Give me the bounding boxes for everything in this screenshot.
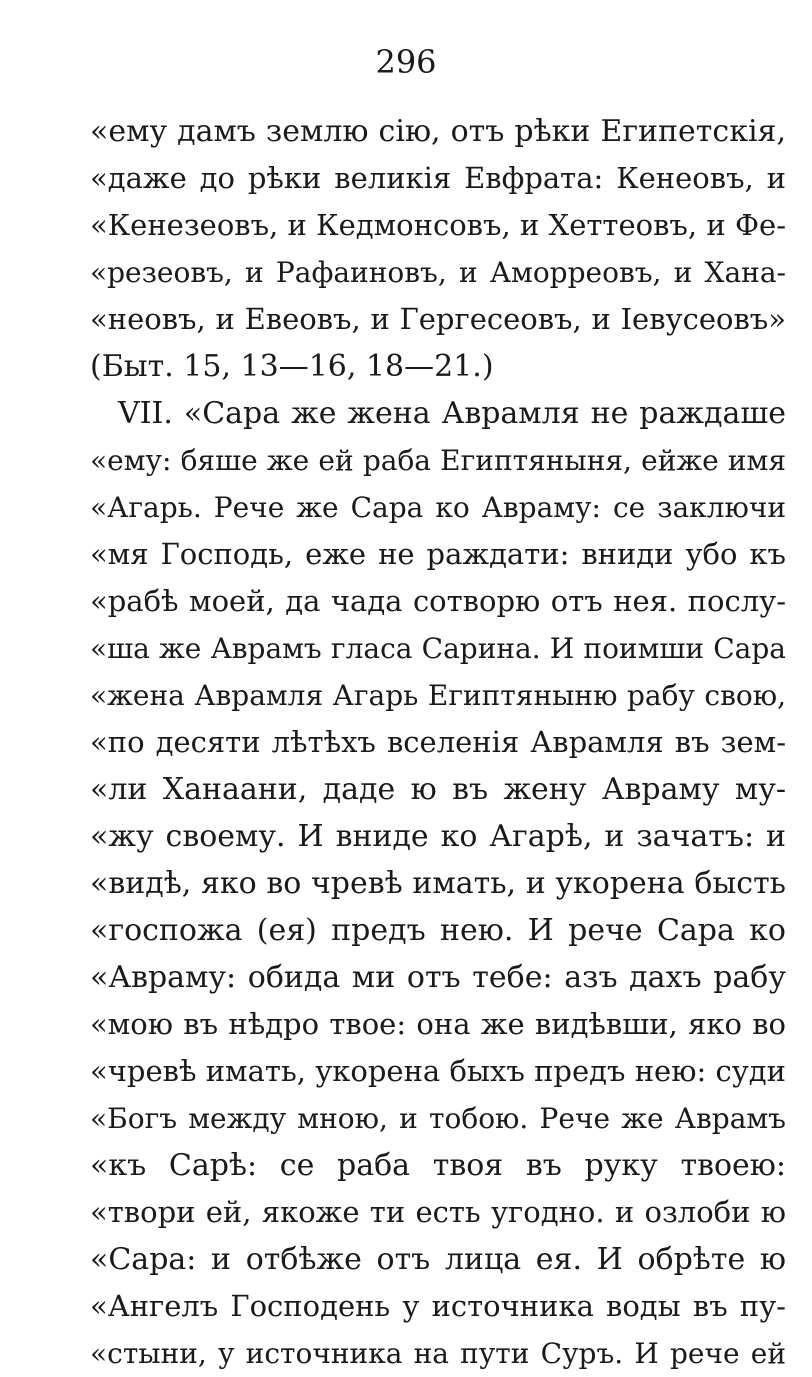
text-line: «къ Сарѣ: се раба твоя въ руку твоею:: [90, 1148, 786, 1183]
text-line: «стыни, у источника на пути Суръ. И рече ей: [90, 1337, 786, 1370]
text-line: «Кенезеовъ, и Кедмонсовъ, и Хеттеовъ, и Фе-: [90, 208, 786, 242]
text-line: «чревѣ имать, укорена быхъ предъ нею: суди: [90, 1054, 786, 1088]
text-line: «ему дамъ землю сію, отъ рѣки Египетскія,: [90, 114, 786, 149]
text-line: «неовъ, и Евеовъ, и Гергесеовъ, и Іевусеовъ»: [90, 302, 786, 336]
text-line: «видѣ, яко во чревѣ имать, и укорена бысть: [90, 866, 786, 901]
text-line: «ему: бяше же ей раба Египтяныня, ейже имя: [90, 444, 786, 477]
text-line: «мою въ нѣдро твое: она же видѣвши, яко во: [90, 1007, 786, 1041]
text-line: «Ангелъ Господень у источника воды въ пу-: [90, 1289, 786, 1323]
text-line: «резеовъ, и Рафаиновъ, и Аморреовъ, и Хана-: [90, 256, 786, 289]
text-line: «мя Господь, еже не раждати: вниди убо къ: [90, 537, 786, 571]
text-line: «рабѣ моей, да чада сотворю отъ нея. послу-: [90, 584, 786, 618]
text-line: «госпожа (ея) предъ нею. И рече Сара ко: [90, 913, 786, 948]
text-line: «по десяти лѣтѣхъ вселенія Аврамля въ зем-: [90, 725, 786, 759]
page-number: 296: [375, 43, 437, 81]
text-line: «Авраму: обида ми отъ тебе: азъ дахъ рабу: [90, 960, 786, 995]
text-line: «ли Ханаани, даде ю въ жену Авраму му-: [90, 772, 786, 807]
text-line: «твори ей, якоже ти есть угодно. и озлоби ю: [90, 1195, 786, 1229]
citation-line: (Быт. 15, 13—16, 18—21.): [90, 349, 494, 384]
text-line: «Богъ между мною, и тобою. Рече же Аврамъ: [90, 1102, 786, 1135]
text-line: «жена Аврамля Агарь Египтяныню рабу свою,: [90, 679, 786, 712]
text-line: «Агарь. Рече же Сара ко Авраму: се заключи: [90, 491, 786, 524]
text-line: «жу своему. И вниде ко Агарѣ, и зачатъ: и: [90, 819, 786, 854]
text-line: «Сара: и отбѣже отъ лица ея. И обрѣте ю: [90, 1242, 786, 1277]
text-line: «ша же Аврамъ гласа Сарина. И поимши Сара: [90, 632, 786, 665]
body-text: [90, 108, 786, 1377]
text-line: «даже до рѣки великія Евфрата: Кенеовъ, и: [90, 161, 786, 195]
section-start-line: VII. «Сара же жена Аврамля не раждаше: [118, 396, 786, 431]
